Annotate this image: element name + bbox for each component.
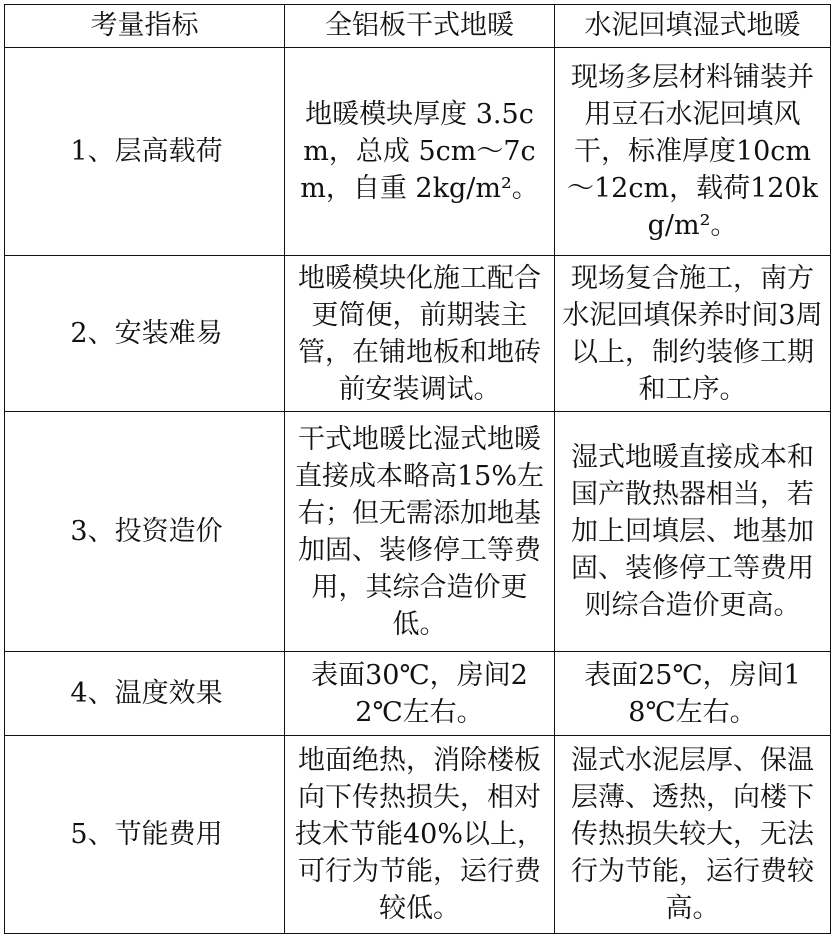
dry-cell [285,736,555,934]
table-row [5,256,831,412]
row-label: 3、投资造价 [5,412,285,652]
dry-cell [285,256,555,412]
row-label: 1、层高载荷 [5,48,285,256]
wet-cell [555,412,831,652]
table-row [5,652,831,736]
wet-text: 湿式地暖直接成本和国产散热器相当，若加上回填层、地基加固、装修停工等费用则综合造价更高。 [571,442,814,621]
table-row [5,412,831,652]
header-criteria: 考量指标 [5,5,285,48]
dry-cell [285,652,555,736]
header-dry-heating: 全铝板干式地暖 [285,5,555,48]
row-label: 4、温度效果 [5,652,285,736]
wet-cell [555,736,831,934]
wet-text: 现场多层材料铺装并用豆石水泥回填风干，标准厚度10cm～12cm，载荷120kg/m²。 [567,62,818,241]
dry-text: 地面绝热，消除楼板向下传热损失，相对技术节能40%以上，可行为节能，运行费较低。 [294,745,544,924]
dry-text: 地暖模块厚度 3.5cm，总成 5cm～7cm，自重 2kg/m²。 [300,99,539,204]
table-row [5,48,831,256]
dry-text: 地暖模块化施工配合更简便，前期装主管，在铺地板和地砖前安装调试。 [298,262,541,405]
table-row [5,736,831,934]
row-label: 5、节能费用 [5,736,285,934]
header-wet-heating: 水泥回填湿式地暖 [555,5,831,48]
dry-cell [285,48,555,256]
wet-cell [555,256,831,412]
dry-text: 表面30℃，房间22℃左右。 [311,659,528,728]
dry-text: 干式地暖比湿式地暖直接成本略高15%左右；但无需添加地基加固、装修停工等费用，其综合造价更低。 [294,423,544,640]
comparison-table [4,4,831,934]
wet-text: 湿式水泥层厚、保温层薄、透热，向楼下传热损失较大，无法行为节能，运行费较高。 [571,745,814,924]
row-label: 2、安装难易 [5,256,285,412]
comparison-table-container [4,4,830,934]
wet-text: 表面25℃，房间18℃左右。 [584,659,801,728]
wet-text: 现场复合施工，南方水泥回填保养时间3周以上，制约装修工期和工序。 [562,262,823,405]
dry-cell [285,412,555,652]
wet-cell [555,48,831,256]
table-header-row [5,5,831,48]
wet-cell [555,652,831,736]
